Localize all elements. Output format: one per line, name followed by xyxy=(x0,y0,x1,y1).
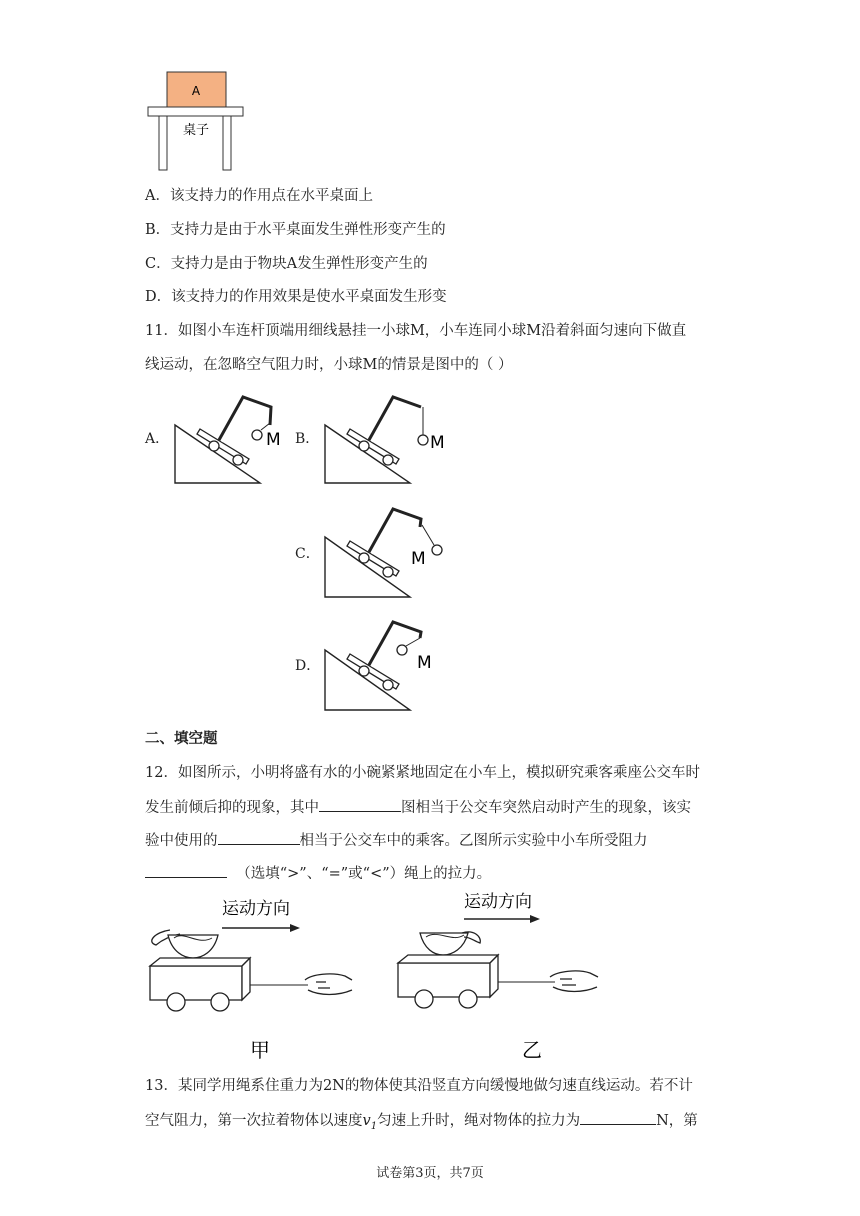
table-label: 桌子 xyxy=(182,123,210,138)
q11-option-a-label: A． xyxy=(145,431,170,447)
figure-label-yi: 乙 xyxy=(522,1038,542,1060)
motion-direction-label-yi: 运动方向 xyxy=(464,892,532,912)
q12-line3-part-a: 验中使用的 xyxy=(145,833,218,849)
q12-figure-yi xyxy=(390,885,620,1060)
q13-line2-part-c: N，第 xyxy=(656,1113,698,1129)
q12-blank-1[interactable] xyxy=(319,797,401,812)
block-a-label: A xyxy=(191,84,201,98)
section-title: 二、填空题 xyxy=(145,730,218,747)
velocity-symbol: v xyxy=(362,1113,371,1129)
q10-option-b: B．支持力是由于水平桌面发生弹性形变产生的 xyxy=(145,222,446,238)
motion-direction-label-jia: 运动方向 xyxy=(222,899,290,919)
q11-figure-a xyxy=(170,385,290,487)
q13-line2-part-a: 空气阻力，第一次拉着物体以速度 xyxy=(145,1113,363,1129)
q12-text-line3 xyxy=(145,830,648,851)
page-footer: 试卷第3页，共7页 xyxy=(376,1166,484,1181)
q12-text-line2 xyxy=(145,797,691,818)
q11-figure-d xyxy=(320,610,450,714)
q11-text-line1: 11．如图小车连杆顶端用细线悬挂一小球M，小车连同小球M沿着斜面匀速向下做直 xyxy=(145,323,687,339)
ball-m-label-a: M xyxy=(266,430,281,450)
q12-text-line1: 12．如图所示，小明将盛有水的小碗紧紧地固定在小车上，模拟研究乘客乘座公交车时 xyxy=(145,765,700,781)
q10-option-a: A．该支持力的作用点在水平桌面上 xyxy=(145,188,373,204)
q12-blank-2[interactable] xyxy=(218,830,300,845)
q12-line2-part-a: 发生前倾后抑的现象，其中 xyxy=(145,800,319,816)
q13-blank-1[interactable] xyxy=(580,1110,656,1125)
q10-option-d: D．该支持力的作用效果是使水平桌面发生形变 xyxy=(145,289,447,305)
q11-option-d-label: D． xyxy=(295,658,321,674)
q13-text-line1: 13．某同学用绳系住重力为2N的物体使其沿竖直方向缓慢地做匀速直线运动。若不计 xyxy=(145,1078,693,1094)
q11-figure-c xyxy=(320,497,455,601)
figure-label-jia: 甲 xyxy=(250,1038,270,1060)
q12-figure-jia xyxy=(140,890,365,1060)
q10-option-c: C．支持力是由于物块A发生弹性形变产生的 xyxy=(145,256,428,272)
q11-option-b-label: B． xyxy=(295,431,320,447)
ball-m-label-c: M xyxy=(411,549,426,569)
q12-line3-part-b: 相当于公交车中的乘客。乙图所示实验中小车所受阻力 xyxy=(299,833,648,849)
q12-line2-part-b: 图相当于公交车突然启动时产生的现象，该实 xyxy=(401,800,691,816)
velocity-subscript: 1 xyxy=(370,1120,378,1132)
q11-text-line2: 线运动，在忽略空气阻力时，小球M的情景是图中的（ ） xyxy=(145,357,513,373)
q12-line4-part-b: （选填“>”、“=”或“<”）绳上的拉力。 xyxy=(236,866,492,882)
q13-text-line2 xyxy=(145,1110,698,1137)
q11-option-c-label: C． xyxy=(295,546,320,562)
q11-figure-b xyxy=(320,385,445,487)
q13-line2-part-b: 匀速上升时，绳对物体的拉力为 xyxy=(377,1113,581,1129)
q12-text-line4 xyxy=(145,863,491,884)
q12-blank-3[interactable] xyxy=(145,863,227,878)
ball-m-label-d: M xyxy=(417,653,432,673)
ball-m-label-b: M xyxy=(430,433,445,453)
table-block-figure xyxy=(140,68,250,174)
